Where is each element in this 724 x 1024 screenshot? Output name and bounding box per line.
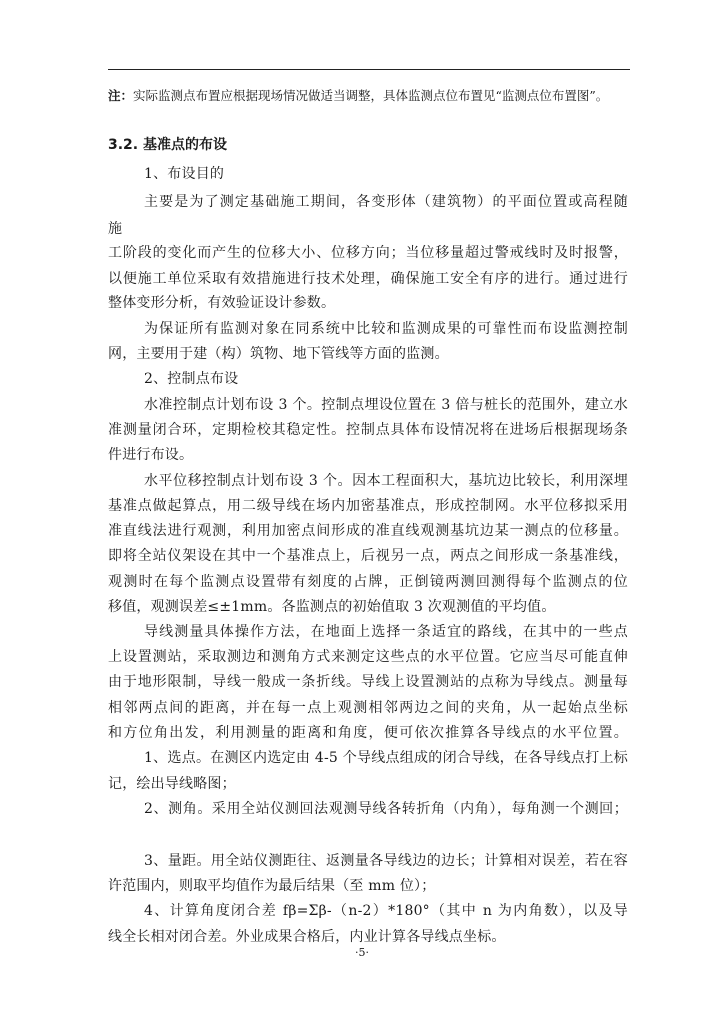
- text-line: 准测量闭合环，定期检校其稳定性。控制点具体布设情况将在进场后根据现场条: [108, 422, 628, 438]
- text-line: 准直线法进行观测，利用加密点间形成的准直线观测基坑边某一测点的位移量。: [108, 523, 628, 539]
- note-paragraph: [108, 86, 628, 105]
- text-line: 1、布设目的: [144, 166, 225, 182]
- text-line: 3、量距。用全站仪测距往、返测量各导线边的边长；计算相对误差，若在容: [144, 853, 628, 869]
- header-rule: [108, 69, 630, 70]
- text-line: 以便施工单位采取有效措施进行技术处理，确保施工安全有序的进行。通过进行: [108, 271, 628, 287]
- text-line: 即将全站仪架设在其中一个基准点上，后视另一点，两点之间形成一条基准线，: [108, 548, 628, 564]
- text-line: 由于地形限制，导线一般成一条折线。导线上设置测站的点称为导线点。测量每: [108, 674, 628, 690]
- text-line: 4、计算角度闭合差 fβ=Σβ-（n-2）*180°（其中 n 为内角数），以及导: [144, 903, 628, 919]
- text-line: 线全长相对闭合差。外业成果合格后，内业计算各导线点坐标。: [108, 929, 506, 945]
- text-line: 观测时在每个监测点设置带有刻度的占牌，正倒镜两测回测得每个监测点的位: [108, 574, 628, 590]
- page-number: ·5·: [355, 946, 369, 959]
- note-label: 注：: [108, 88, 134, 103]
- text-line: 主要是为了测定基础施工期间，各变形体（建筑物）的平面位置或高程随: [144, 194, 628, 210]
- text-line: 整体变形分析，有效验证设计参数。: [108, 295, 336, 311]
- text-line: 网，主要用于建（构）筑物、地下管线等方面的监测。: [108, 346, 449, 362]
- text-line: 记，绘出导线略图；: [108, 776, 236, 792]
- section-heading: 3.2. 基准点的布设: [108, 137, 227, 153]
- text-line: 2、控制点布设: [144, 371, 239, 387]
- text-line: 移值，观测误差≤±1mm。各监测点的初始值取 3 次观测值的平均值。: [108, 599, 556, 615]
- text-line: 导线测量具体操作方法，在地面上选择一条适宜的路线，在其中的一些点: [144, 624, 628, 640]
- text-line: 施: [108, 221, 123, 237]
- text-line: 为保证所有监测对象在同系统中比较和监测成果的可靠性而布设监测控制: [144, 321, 628, 337]
- text-line: 水平位移控制点计划布设 3 个。因本工程面积大，基坑边比较长，利用深埋: [144, 473, 628, 489]
- text-line: 许范围内，则取平均值作为最后结果（至 mm 位）；: [108, 878, 436, 894]
- text-line: 基准点做起算点，用二级导线在场内加密基准点，形成控制网。水平位移拟采用: [108, 498, 628, 514]
- text-line: 1、选点。在测区内选定由 4-5 个导线点组成的闭合导线，在各导线点打上标: [144, 750, 628, 766]
- text-line: 工阶段的变化而产生的位移大小、位移方向；当位移量超过警戒线时及时报警，: [108, 245, 628, 261]
- text-line: 水准控制点计划布设 3 个。控制点埋设位置在 3 倍与桩长的范围外，建立水: [144, 397, 628, 413]
- text-line: 2、测角。采用全站仪测回法观测导线各转折角（内角），每角测一个测回；: [144, 801, 628, 817]
- text-line: 相邻两点间的距离，并在每一点上观测相邻两边之间的夹角，从一起始点坐标: [108, 700, 628, 716]
- text-line: 和方位角出发，利用测量的距离和角度，便可依次推算各导线点的水平位置。: [108, 725, 628, 741]
- text-line: 件进行布设。: [108, 447, 194, 463]
- text-line: 上设置测站，采取测边和测角方式来测定这些点的水平位置。它应当尽可能直伸: [108, 649, 628, 665]
- note-text: 实际监测点布置应根据现场情况做适当调整，具体监测点位布置见“监测点位布置图”。: [133, 88, 609, 103]
